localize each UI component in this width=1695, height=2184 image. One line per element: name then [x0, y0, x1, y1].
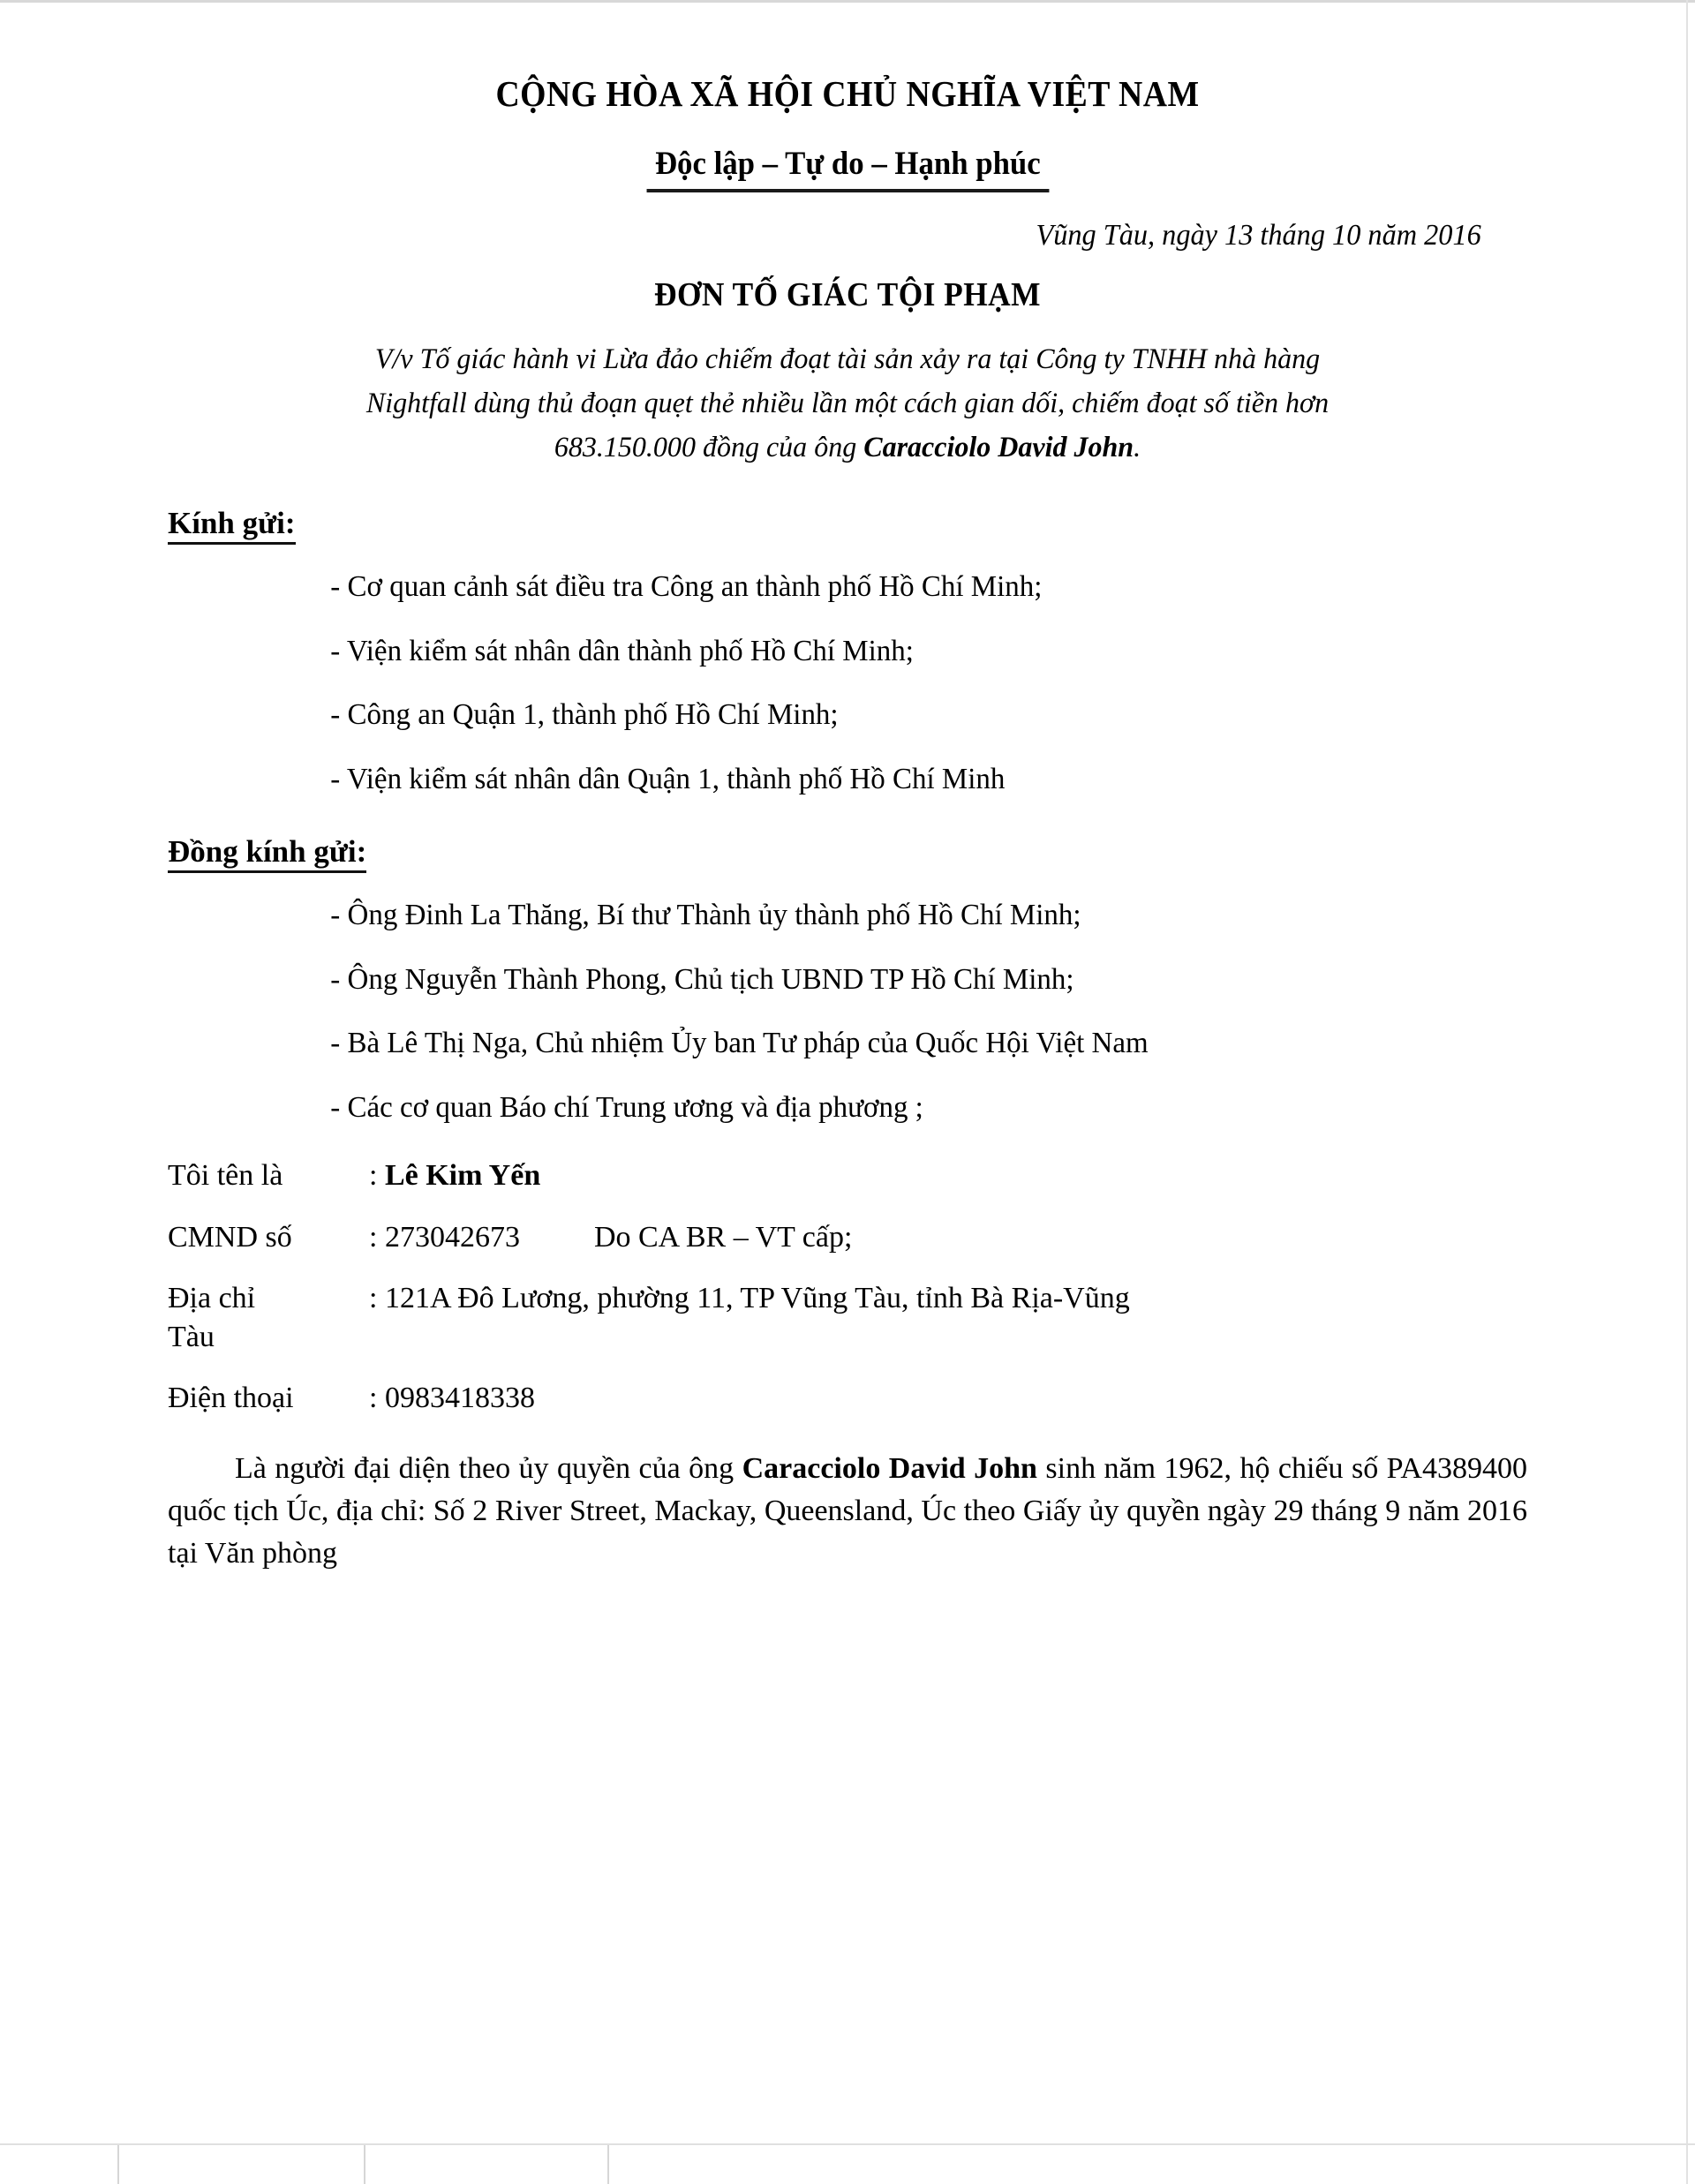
list-item: - Cơ quan cảnh sát điều tra Công an thành phố Hồ Chí Minh;: [330, 570, 1043, 604]
list-item: - Bà Lê Thị Nga, Chủ nhiệm Ủy ban Tư pháp của Quốc Hội Việt Nam: [330, 1027, 1149, 1060]
phone-value: : 0983418338: [369, 1382, 535, 1415]
table-column-divider-3: [607, 2145, 609, 2184]
id-number-label: CMND số: [168, 1220, 292, 1254]
address-wrap-line: Tàu: [168, 1320, 215, 1353]
subject-line-3-suffix: .: [1134, 431, 1141, 463]
name-value: [369, 1156, 1527, 1195]
list-item: - Các cơ quan Báo chí Trung ương và địa phương ;: [330, 1090, 923, 1124]
primary-recipients-heading: [168, 505, 1527, 542]
national-motto: Độc lập – Tự do – Hạnh phúc: [646, 146, 1049, 192]
list-item: - Ông Nguyễn Thành Phong, Chủ tịch UBND TP Hồ Chí Minh;: [330, 962, 1074, 996]
closing-paragraph: [168, 1448, 1527, 1576]
primary-recipients-list: [168, 569, 1527, 798]
list-item: - Ông Đinh La Thăng, Bí thư Thành ủy thành phố Hồ Chí Minh;: [330, 899, 1081, 932]
id-issuer: Do CA BR – VT cấp;: [593, 1220, 853, 1254]
list-item: - Viện kiểm sát nhân dân Quận 1, thành phố Hồ Chí Minh: [330, 762, 1006, 795]
document-title: ĐƠN TỐ GIÁC TỘI PHẠM: [653, 275, 1042, 313]
address-label: Địa chỉ: [168, 1282, 256, 1315]
copy-recipients-heading: [168, 833, 1527, 870]
identity-row-address-wrap: [168, 1318, 1527, 1357]
declarant-name: Lê Kim Yến: [384, 1159, 541, 1193]
identity-row-name: [168, 1156, 1527, 1195]
identity-row-address: [168, 1279, 1527, 1318]
closing-part-2: sinh năm 1962, hộ chiếu số PA4389400 quốc tịch Úc, địa chỉ: Số 2 River Street, Mackay, Queensland, Úc theo Giấy ủy quyền ngày 29 tháng 9 năm 2016 tại Văn phòng: [168, 1451, 1527, 1570]
motto-container: [168, 146, 1527, 192]
declarant-identity-block: [168, 1156, 1527, 1418]
id-number: : 273042673: [369, 1220, 520, 1254]
name-colon: :: [369, 1159, 385, 1193]
subject-line-3-prefix: 683.150.000 đồng của ông: [554, 431, 864, 463]
table-column-divider-2: [364, 2145, 365, 2184]
address-value: [369, 1279, 1527, 1318]
copy-recipients-heading-text: Đồng kính gửi:: [168, 834, 366, 873]
identity-row-id-number: [168, 1218, 1527, 1257]
principal-name: Caracciolo David John: [742, 1451, 1037, 1485]
list-item: - Viện kiểm sát nhân dân thành phố Hồ Chí Minh;: [330, 634, 914, 667]
table-column-divider-1: [117, 2145, 119, 2184]
id-number-value: [369, 1218, 1527, 1257]
closing-part-1: Là người đại diện theo ủy quyền của ông: [235, 1451, 742, 1485]
name-label: Tôi tên là: [168, 1159, 283, 1193]
table-top-border: [0, 2143, 1695, 2145]
subject-victim-name: Caracciolo David John: [863, 431, 1134, 463]
list-item: - Công an Quận 1, thành phố Hồ Chí Minh;: [330, 698, 839, 732]
copy-recipients-list: [168, 897, 1527, 1126]
phone-label: Điện thoại: [168, 1382, 294, 1415]
document-body: [168, 0, 1527, 1575]
national-heading: CỘNG HÒA XÃ HỘI CHỦ NGHĨA VIỆT NAM: [495, 73, 1200, 114]
primary-recipients-heading-text: Kính gửi:: [168, 506, 296, 545]
subject-line-1: V/v Tố giác hành vi Lừa đảo chiếm đoạt tài sản xảy ra tại Công ty TNHH nhà hàng: [374, 343, 1321, 375]
identity-row-phone: [168, 1379, 1527, 1418]
place-and-date: Vũng Tàu, ngày 13 tháng 10 năm 2016: [1036, 218, 1481, 252]
bottom-table-fragment: [0, 2143, 1695, 2184]
document-subject: [350, 337, 1344, 470]
address-line-1: : 121A Đô Lương, phường 11, TP Vũng Tàu, tỉnh Bà Rịa-Vũng: [369, 1282, 1130, 1315]
subject-line-2: Nightfall dùng thủ đoạn quẹt thẻ nhiều lần một cách gian dối, chiếm đoạt số tiền hơn: [365, 387, 1330, 419]
